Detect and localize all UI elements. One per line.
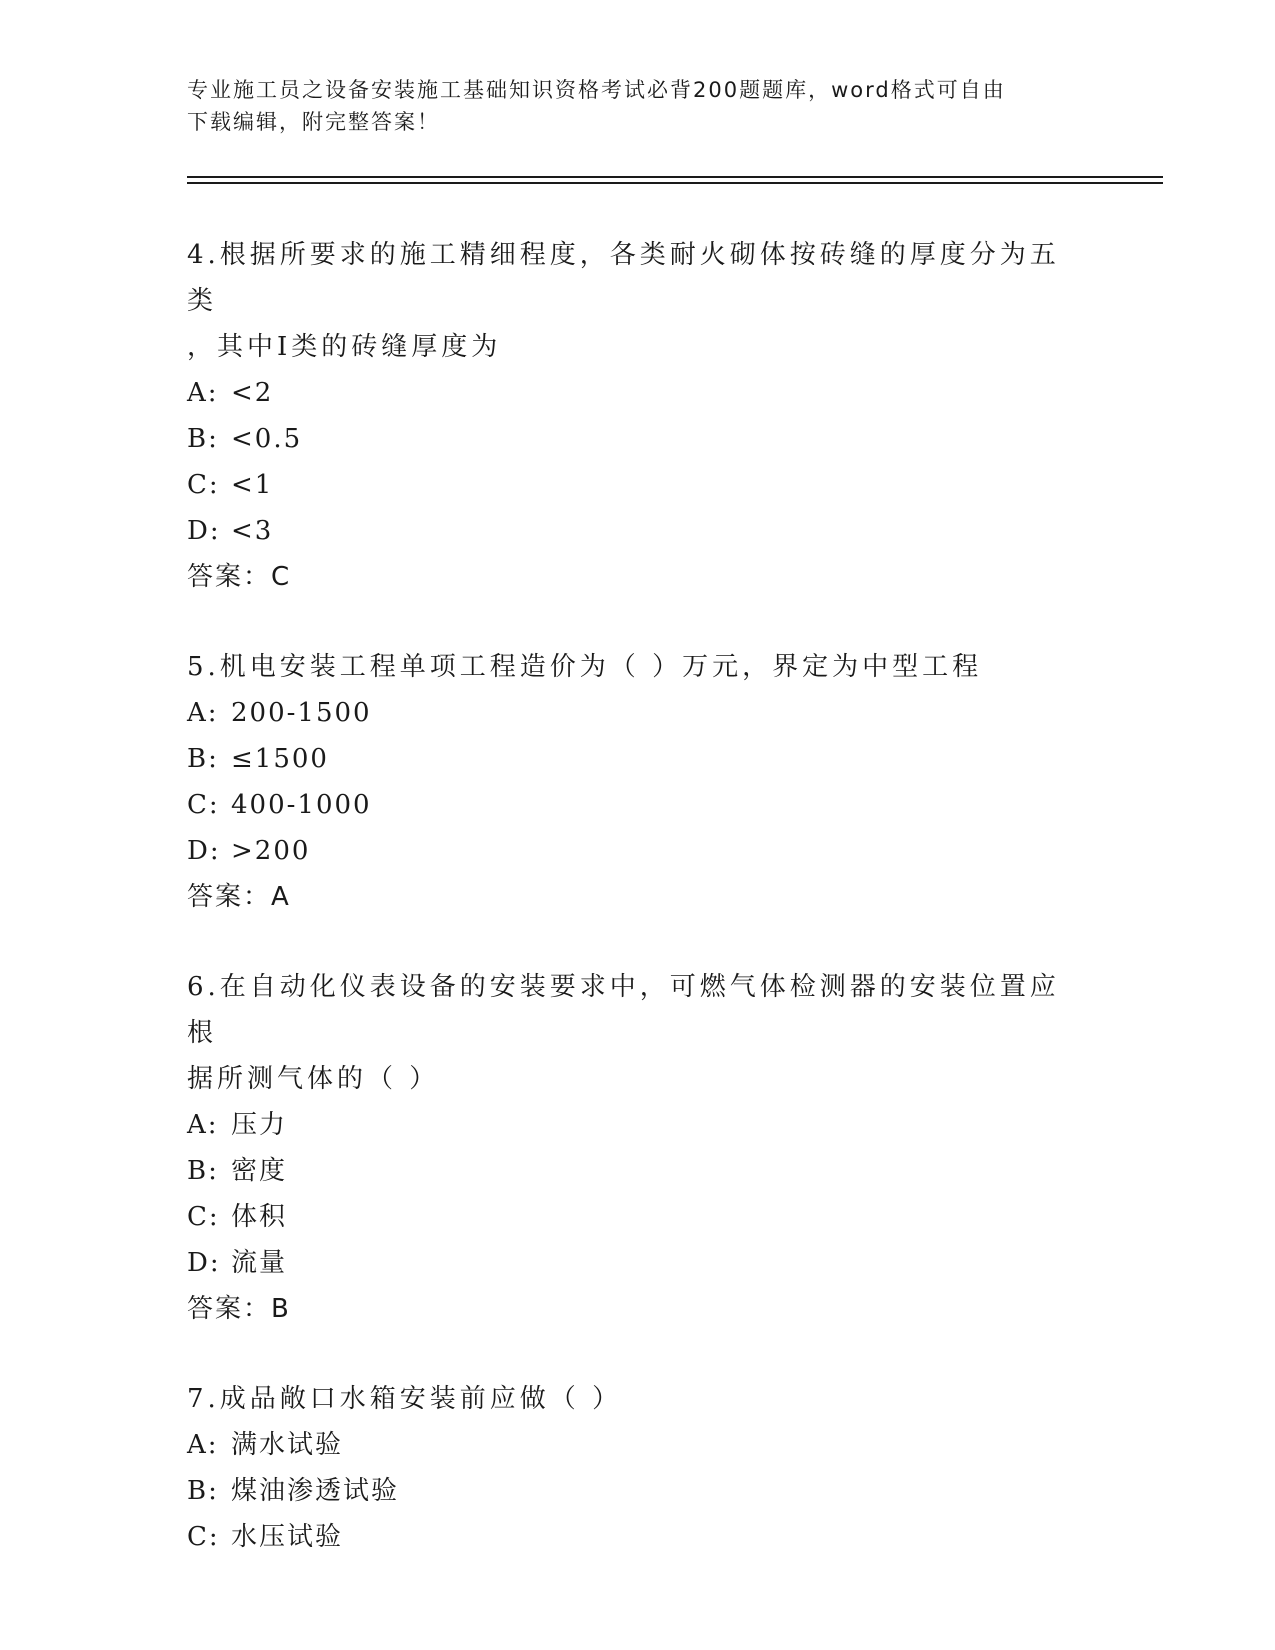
question-5: [187, 644, 1087, 920]
option-letter: B:: [187, 1476, 219, 1506]
question-stem: [187, 644, 1087, 690]
question-stem: [187, 1376, 1087, 1422]
question-stem-line-1: 7.成品敞口水箱安装前应做（ ）: [187, 1384, 623, 1414]
option-text: <3: [231, 516, 274, 546]
option-letter: A:: [187, 378, 219, 408]
option-letter: D:: [187, 836, 221, 866]
option-text: <1: [231, 470, 274, 500]
option-a: [187, 1102, 1087, 1148]
question-7: [187, 1376, 1087, 1560]
question-stem-line-2: 据所测气体的（ ）: [187, 1064, 440, 1094]
question-stem-line-1: 4.根据所要求的施工精细程度，各类耐火砌体按砖缝的厚度分为五类: [187, 240, 1060, 316]
option-letter: C:: [187, 790, 220, 820]
document-header: [187, 74, 1067, 138]
option-b: [187, 1468, 1087, 1514]
answer-line: 答案：B: [187, 1294, 291, 1324]
question-4: [187, 232, 1087, 600]
option-letter: C:: [187, 1522, 220, 1552]
option-letter: A:: [187, 1110, 219, 1140]
option-c: [187, 1194, 1087, 1240]
option-text: 压力: [231, 1110, 288, 1140]
header-line-1: 专业施工员之设备安装施工基础知识资格考试必背200题题库，word格式可自由: [187, 78, 1006, 102]
option-d: [187, 828, 1087, 874]
option-text: 煤油渗透试验: [231, 1476, 400, 1506]
option-letter: C:: [187, 1202, 220, 1232]
option-letter: B:: [187, 424, 219, 454]
question-stem: [187, 232, 1087, 370]
option-a: [187, 690, 1087, 736]
option-letter: C:: [187, 470, 220, 500]
option-b: [187, 736, 1087, 782]
option-text: 400-1000: [231, 790, 372, 820]
option-d: [187, 508, 1087, 554]
option-text: >200: [231, 836, 311, 866]
option-text: 流量: [231, 1248, 288, 1278]
question-stem-line-1: 5.机电安装工程单项工程造价为（ ）万元，界定为中型工程: [187, 652, 983, 682]
option-letter: A:: [187, 1430, 219, 1460]
option-letter: B:: [187, 744, 219, 774]
option-text: ≤1500: [231, 744, 329, 774]
option-a: [187, 1422, 1087, 1468]
answer-line: 答案：C: [187, 562, 292, 592]
option-letter: A:: [187, 698, 219, 728]
option-letter: D:: [187, 1248, 221, 1278]
option-b: [187, 416, 1087, 462]
question-stem-line-2: ，其中Ⅰ类的砖缝厚度为: [187, 332, 502, 362]
answer-line: 答案：A: [187, 882, 291, 912]
question-list: [187, 232, 1087, 1604]
question-stem: [187, 964, 1087, 1102]
header-line-2: 下载编辑，附完整答案！: [187, 110, 440, 134]
option-text: 体积: [231, 1202, 288, 1232]
option-d: [187, 1240, 1087, 1286]
header-divider-top: [187, 176, 1163, 178]
option-b: [187, 1148, 1087, 1194]
option-text: 满水试验: [231, 1430, 344, 1460]
option-letter: B:: [187, 1156, 219, 1186]
option-text: 密度: [231, 1156, 288, 1186]
option-text: <0.5: [231, 424, 303, 454]
question-stem-line-1: 6.在自动化仪表设备的安装要求中，可燃气体检测器的安装位置应根: [187, 972, 1060, 1048]
option-text: <2: [231, 378, 274, 408]
option-letter: D:: [187, 516, 221, 546]
option-text: 200-1500: [231, 698, 372, 728]
option-c: [187, 782, 1087, 828]
option-a: [187, 370, 1087, 416]
question-6: [187, 964, 1087, 1332]
option-c: [187, 1514, 1087, 1560]
header-divider-bottom: [187, 182, 1163, 184]
option-c: [187, 462, 1087, 508]
option-text: 水压试验: [231, 1522, 344, 1552]
